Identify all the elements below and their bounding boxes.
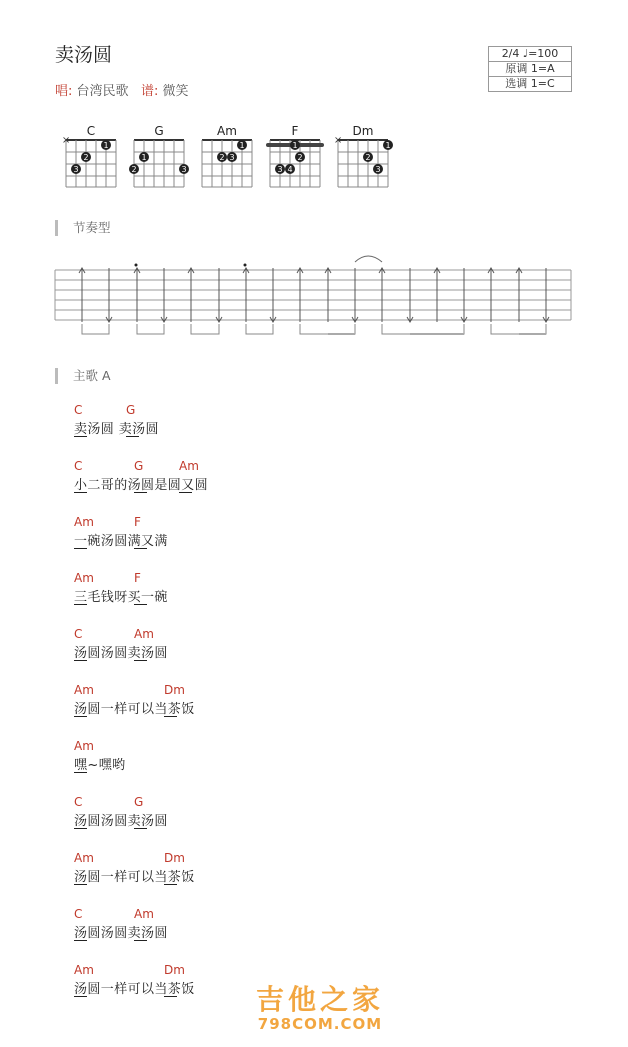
- chord-label: C: [74, 907, 83, 921]
- singer-label: 唱:: [55, 84, 73, 99]
- chord-label: Am: [74, 851, 94, 865]
- chord-label: Am: [74, 963, 94, 977]
- lyric-text: 小二哥的汤圆是圆又圆: [74, 478, 209, 493]
- section-rhythm: 节奏型: [55, 220, 111, 236]
- lyric-line: [74, 627, 374, 663]
- svg-text:4: 4: [287, 165, 293, 174]
- svg-text:1: 1: [239, 141, 245, 150]
- lyric-text: 汤圆汤圆卖汤圆: [74, 926, 168, 941]
- chord-label: F: [134, 571, 141, 585]
- arranger-name: 微笑: [162, 84, 189, 99]
- lyric-line: [74, 459, 374, 495]
- chord-diagram-f: [268, 124, 322, 187]
- singer-name: 台湾民歌: [76, 84, 129, 99]
- chord-label: G: [134, 795, 144, 809]
- lyric-line: [74, 851, 374, 887]
- chord-label: G: [126, 403, 136, 417]
- chord-diagram-g: [129, 124, 189, 187]
- lyric-text: 嘿~嘿哟: [74, 758, 126, 773]
- chord-name-c: C: [86, 124, 96, 138]
- chord-label: C: [74, 627, 83, 641]
- chord-label: Am: [179, 459, 199, 473]
- svg-text:3: 3: [277, 165, 283, 174]
- svg-text:3: 3: [375, 165, 381, 174]
- chord-label: F: [134, 515, 141, 529]
- svg-text:3: 3: [73, 165, 79, 174]
- chord-label: Dm: [164, 963, 185, 977]
- chord-name-g: G: [154, 124, 164, 138]
- chord-diagram-dm: [334, 124, 393, 187]
- chord-name-am: Am: [217, 124, 237, 138]
- lyric-line: [74, 739, 374, 775]
- svg-text:2: 2: [131, 165, 137, 174]
- svg-text:2: 2: [83, 153, 89, 162]
- svg-text:1: 1: [292, 141, 298, 150]
- chord-label: C: [74, 795, 83, 809]
- song-title: 卖汤圆: [55, 44, 113, 66]
- original-key: 原调 1=A: [489, 62, 571, 77]
- lyric-text: 汤圆一样可以当茶饭: [74, 982, 195, 997]
- svg-text:2: 2: [219, 153, 225, 162]
- lyric-text: 卖汤圆 卖汤圆: [74, 422, 159, 437]
- svg-text:×: ×: [333, 135, 343, 146]
- key-info-box: [488, 46, 572, 92]
- svg-text:2: 2: [365, 153, 371, 162]
- chord-label: Am: [74, 739, 94, 753]
- chord-label: Dm: [164, 683, 185, 697]
- svg-text:3: 3: [181, 165, 187, 174]
- svg-text:1: 1: [385, 141, 391, 150]
- lyric-text: 汤圆汤圆卖汤圆: [74, 814, 168, 829]
- watermark: [245, 978, 395, 1033]
- svg-text:1: 1: [103, 141, 109, 150]
- svg-text:×: ×: [61, 135, 71, 146]
- tempo-info: 2/4 ♩=100: [489, 47, 571, 62]
- chord-label: G: [134, 459, 144, 473]
- lyric-line: [74, 907, 374, 943]
- chord-label: Am: [134, 627, 154, 641]
- watermark-name: 吉他之家: [255, 983, 384, 1016]
- lyric-line: [74, 571, 374, 607]
- watermark-url: 798COM.COM: [257, 1015, 383, 1033]
- lyric-line: [74, 795, 374, 831]
- section-verse-a: 主歌 A: [55, 368, 111, 384]
- selected-key: 选调 1=C: [505, 77, 555, 90]
- chord-name-f: F: [291, 124, 299, 138]
- chord-label: C: [74, 403, 83, 417]
- chord-diagram-am: [202, 124, 252, 187]
- svg-text:1: 1: [141, 153, 147, 162]
- arranger-label: 谱:: [140, 84, 159, 99]
- song-credits: [55, 80, 189, 99]
- chord-diagrams: [0, 118, 628, 198]
- svg-text:3: 3: [229, 153, 235, 162]
- svg-text:2: 2: [297, 153, 303, 162]
- lyric-line: [74, 515, 374, 551]
- lyric-text: 汤圆一样可以当茶饭: [74, 702, 195, 717]
- lyric-text: 一碗汤圆满又满: [74, 534, 168, 549]
- lyric-text: 汤圆汤圆卖汤圆: [74, 646, 168, 661]
- lyric-text: 三毛钱呀买一碗: [74, 590, 168, 605]
- lyric-line: [74, 403, 374, 439]
- lyric-line: [74, 683, 374, 719]
- chord-name-dm: Dm: [352, 124, 374, 138]
- rhythm-staff: [0, 250, 628, 342]
- chord-label: Dm: [164, 851, 185, 865]
- chord-label: Am: [134, 907, 154, 921]
- chord-label: C: [74, 459, 83, 473]
- chord-label: Am: [74, 515, 94, 529]
- chord-diagram-c: [62, 124, 116, 187]
- chord-label: Am: [74, 683, 94, 697]
- lyric-text: 汤圆一样可以当茶饭: [74, 870, 195, 885]
- chord-label: Am: [74, 571, 94, 585]
